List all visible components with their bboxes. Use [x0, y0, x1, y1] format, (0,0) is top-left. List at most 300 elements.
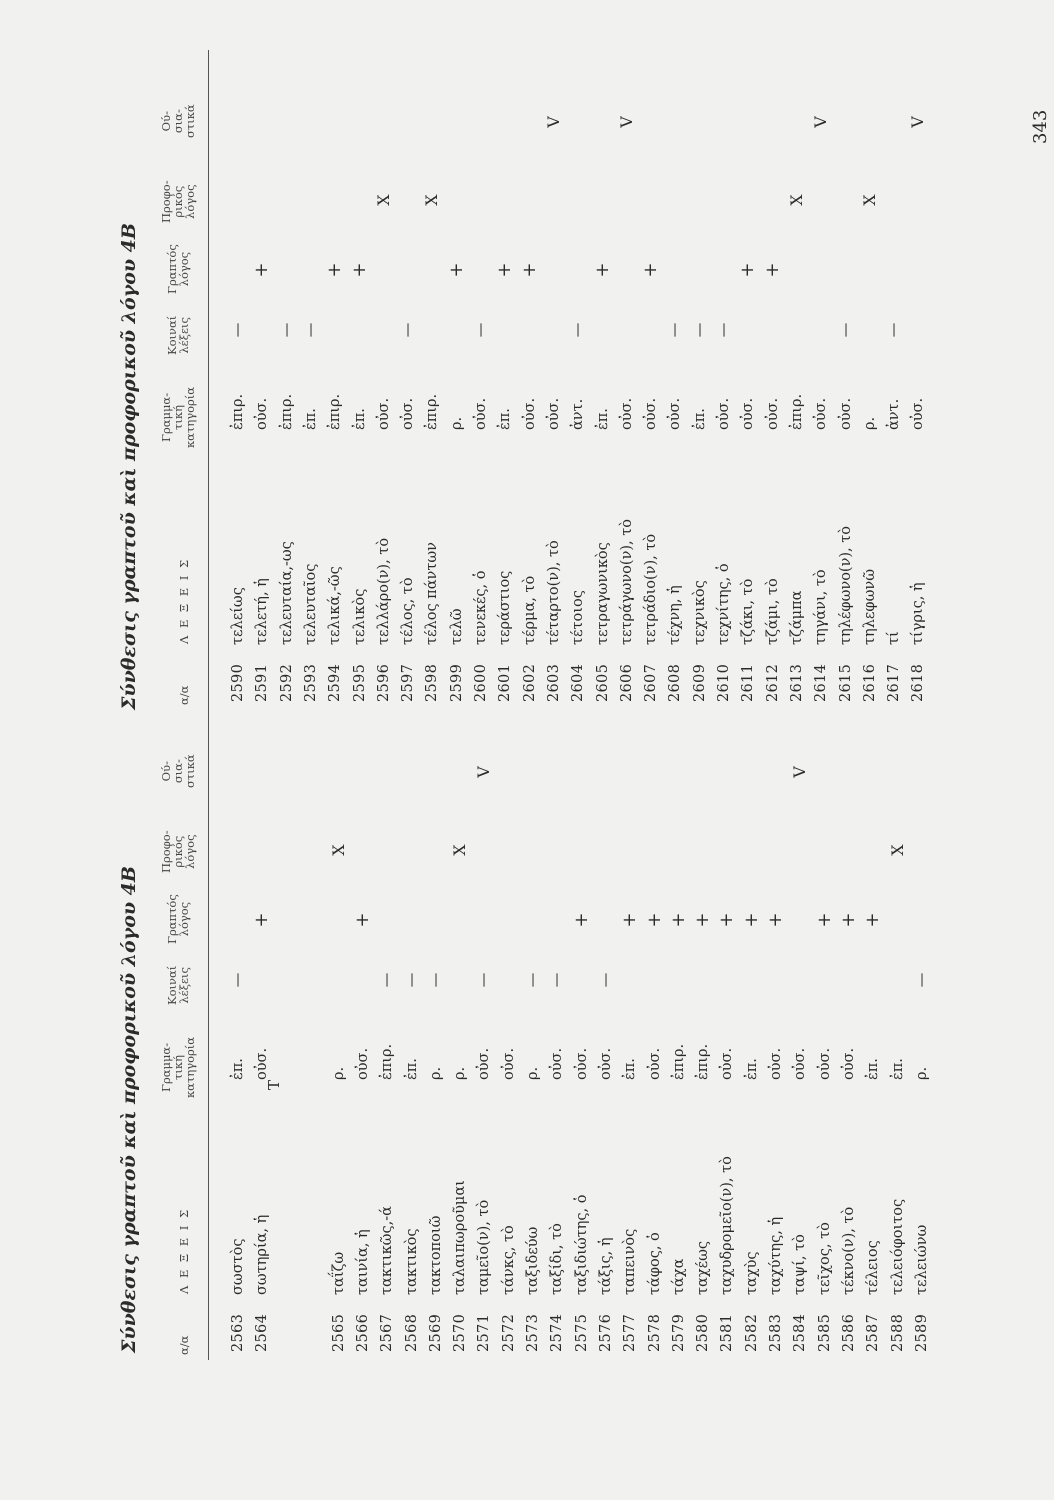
entry-category: οὐσ. [646, 1047, 663, 1080]
entry-word: τακτικῶς,-ά [379, 1206, 396, 1295]
entry-word: τεῖχος, τὸ [816, 1222, 833, 1295]
entry-word: τετραγωνικὸς [594, 542, 611, 645]
entry-number: 2591 [254, 663, 271, 702]
entry-category: οὐσ. [667, 397, 684, 430]
common-mark: — [837, 322, 854, 338]
entry-word: τάξις, ἡ [597, 1237, 614, 1295]
common-mark: — [230, 322, 246, 338]
entry-word: τηγάνι, τὸ [813, 569, 830, 645]
table-row [639, 10, 663, 710]
table-row [566, 10, 590, 710]
entry-category: οὐσ. [719, 1047, 736, 1080]
entry-category: οὐσ. [597, 1047, 614, 1080]
table-row [591, 10, 615, 710]
entry-number: 2597 [400, 663, 417, 702]
table-row [906, 10, 930, 710]
written-mark: + [643, 912, 665, 928]
entry-category: οὐσ. [813, 397, 830, 430]
written-mark: + [813, 912, 835, 928]
entry-word: ταψί, τὸ [792, 1234, 809, 1295]
entry-word: τελῶ [448, 608, 465, 645]
table-row [834, 10, 858, 710]
written-mark: + [667, 912, 689, 928]
entry-category: οὐσ. [837, 397, 854, 430]
right-table-section [0, 0, 1054, 710]
entry-word: τακτοποιῶ [427, 1215, 444, 1295]
entry-number: 2601 [497, 663, 514, 702]
written-mark: + [518, 262, 540, 278]
entry-number: 2610 [716, 663, 732, 702]
common-mark: — [667, 322, 684, 338]
table-row [472, 660, 496, 1360]
common-mark: — [403, 972, 420, 988]
entry-number: 2592 [278, 663, 295, 702]
essential-mark: V [543, 116, 563, 128]
entry-category: οὐσ. [400, 397, 417, 430]
entry-number: 2567 [379, 1313, 396, 1352]
entry-number: 2581 [719, 1313, 736, 1352]
common-mark: — [230, 972, 246, 988]
table-row [788, 660, 812, 1360]
written-mark: + [494, 262, 516, 278]
written-mark: + [716, 912, 738, 928]
table-row [858, 10, 882, 710]
header-rule [208, 50, 209, 710]
entry-word: τζάκι, τὸ [740, 578, 757, 645]
written-mark: + [570, 912, 592, 928]
entry-number: 2568 [403, 1313, 420, 1352]
table-row [226, 660, 250, 1360]
entry-number: 2599 [448, 663, 465, 702]
entry-category: ἐπιρ. [230, 393, 246, 430]
entry-category: οὐσ. [545, 397, 562, 430]
entry-number: 2611 [740, 663, 757, 702]
entry-number: 2576 [597, 1313, 614, 1352]
entry-word: ταχὺς [743, 1251, 760, 1295]
entry-number: 2593 [302, 663, 319, 702]
oral-mark: X [450, 844, 470, 856]
entry-category: ρ. [330, 1066, 347, 1080]
table-row [448, 660, 472, 1360]
entry-category: οὐσ. [254, 397, 271, 430]
entry-category: οὐσ. [549, 1047, 566, 1080]
entry-word: τέτοιος [570, 590, 587, 645]
entry-number: 2574 [549, 1313, 566, 1352]
entry-number: 2575 [573, 1313, 590, 1352]
entry-number: 2572 [500, 1313, 517, 1352]
header-num: α/α [177, 1335, 191, 1355]
table-row [275, 10, 299, 710]
header-written: Γραπτός λόγος [165, 244, 191, 294]
entry-category: ἀντ. [886, 398, 903, 430]
entry-number: 2615 [837, 663, 854, 702]
table-row [323, 10, 347, 710]
header-category: Γραμμα- τική κατηγορία [159, 1036, 197, 1098]
entry-number: 2588 [889, 1313, 906, 1352]
entry-number: 2577 [622, 1313, 639, 1352]
header-common: Κοιναί λέξεις [165, 315, 191, 355]
common-mark: — [302, 322, 319, 338]
entry-category: ἐπιρ. [278, 393, 295, 430]
entry-category: οὐσ. [254, 1047, 271, 1080]
entry-number: 2600 [473, 663, 489, 702]
entry-number: 2614 [813, 663, 830, 702]
table-row [250, 660, 274, 1360]
entry-number: 2612 [764, 663, 781, 702]
header-common: Κοιναί λέξεις [165, 965, 191, 1005]
entry-category: ρ. [525, 1066, 541, 1080]
entry-word: ταχύτης, ἡ [768, 1216, 784, 1295]
table-row [764, 660, 788, 1360]
entry-word: τελείως [230, 587, 246, 645]
table-row [424, 660, 448, 1360]
entry-word: τέχνη, ἡ [667, 585, 684, 645]
header-rule [208, 710, 209, 1360]
entry-number: 2609 [691, 663, 708, 702]
entry-word: τεχνικὸς [691, 580, 708, 645]
entry-category: ρ. [448, 416, 465, 430]
entry-number: 2606 [618, 663, 635, 702]
entry-number: 2569 [427, 1313, 444, 1352]
entry-category: ἐπ. [865, 1058, 882, 1080]
entry-category: οὐσ. [764, 397, 781, 430]
entry-word: τέκνο(ν), τὸ [840, 1206, 857, 1295]
entry-category: ἐπ. [622, 1058, 639, 1080]
entry-category: ἐπιρ. [670, 1043, 687, 1080]
entry-category: οὐσ. [768, 1047, 784, 1080]
table-row [542, 10, 566, 710]
written-mark: + [837, 912, 859, 928]
entry-category: οὐσ. [618, 397, 635, 430]
entry-word: τελευταῖος [302, 563, 319, 645]
common-mark: — [570, 322, 587, 338]
entry-word: ταπεινὸς [622, 1228, 639, 1295]
table-row [761, 10, 785, 710]
entry-number: 2570 [452, 1313, 469, 1352]
page-number: 343 [1030, 109, 1051, 144]
entry-word: σωστὸς [230, 1238, 246, 1295]
entry-category: ἐπ. [743, 1058, 760, 1080]
table-row [813, 660, 837, 1360]
entry-number: 2563 [230, 1313, 246, 1352]
entry-number: 2603 [545, 663, 562, 702]
entry-word: ταμεῖο(ν), τὸ [476, 1199, 493, 1295]
entry-word: τέλος πάντων [424, 542, 441, 645]
entry-number: 2617 [886, 663, 903, 702]
entry-word: τάνκς, τὸ [500, 1225, 517, 1295]
common-mark: — [691, 322, 708, 338]
entry-number: 2585 [816, 1313, 833, 1352]
common-mark: — [913, 972, 930, 988]
written-mark: + [251, 262, 273, 278]
entry-number: 2583 [768, 1313, 784, 1352]
entry-number: 2605 [594, 663, 611, 702]
entry-number: 2580 [695, 1313, 712, 1352]
entry-category: οὐσ. [473, 397, 489, 430]
entry-number: 2598 [424, 663, 441, 702]
table-row [715, 660, 739, 1360]
entry-word: ταχυδρομεῖο(ν), τὸ [719, 1156, 736, 1295]
entry-number: 2602 [521, 663, 538, 702]
written-mark: + [445, 262, 467, 278]
written-mark: + [640, 262, 662, 278]
table-row [351, 660, 375, 1360]
entry-category: ρ. [861, 416, 878, 430]
table-row [521, 660, 545, 1360]
entry-number: 2613 [788, 663, 805, 702]
essential-mark: V [790, 766, 810, 778]
entry-category: ἐπ. [302, 408, 319, 430]
table-row [618, 660, 642, 1360]
entry-category: ἐπ. [403, 1058, 420, 1080]
entry-number: 2596 [375, 663, 392, 702]
entry-word: ταχέως [695, 1240, 712, 1295]
entry-word: τέλος, τὸ [400, 577, 417, 645]
entry-category: ἐπιρ. [424, 393, 441, 430]
oral-mark: X [328, 844, 348, 856]
table-row [469, 10, 493, 710]
entry-number: 2607 [643, 663, 660, 702]
written-mark: + [761, 262, 783, 278]
common-mark: — [400, 322, 417, 338]
entry-category: ἐπ. [691, 408, 708, 430]
written-mark: + [591, 262, 613, 278]
table-row [667, 660, 691, 1360]
entry-category: οὐσ. [792, 1047, 809, 1080]
written-mark: + [765, 912, 786, 928]
table-row [400, 660, 424, 1360]
entry-number: 2584 [792, 1313, 809, 1352]
entry-word: τελετή, ἡ [254, 578, 271, 645]
entry-category: ἐπ. [230, 1058, 246, 1080]
written-mark: + [619, 912, 641, 928]
table-row [688, 10, 712, 710]
entry-number: 2564 [254, 1313, 271, 1352]
essential-mark: V [474, 766, 494, 778]
entry-category: οὐσ. [740, 397, 757, 430]
entry-category: ρ. [427, 1066, 444, 1080]
header-oral: Προφο- ρικός λόγος [159, 830, 197, 873]
entry-category: οὐσ. [840, 1047, 857, 1080]
table-row [740, 660, 764, 1360]
table-row [545, 660, 569, 1360]
written-mark: + [351, 912, 373, 928]
section-title: Σύνθεσις γραπτοῦ καὶ προφορικοῦ λόγου 4Β [118, 223, 140, 710]
entry-word: τηλέφωνο(ν), τὸ [837, 525, 854, 645]
oral-mark: X [373, 194, 393, 206]
entry-word: τζάμι, τὸ [764, 578, 781, 645]
table-row [327, 660, 351, 1360]
header-word: Λ Ε Ξ Ε Ι Σ [177, 557, 191, 644]
entry-number: 2590 [230, 663, 246, 702]
entry-category: οὐσ. [521, 397, 538, 430]
written-mark: + [740, 912, 762, 928]
common-mark: — [278, 322, 295, 338]
essential-mark: V [811, 116, 831, 128]
entry-number: 2586 [840, 1313, 857, 1352]
entry-word: τί [886, 631, 903, 645]
entry-word: τακτικὸς [403, 1228, 420, 1295]
entry-word: ταξιδεύω [525, 1226, 541, 1295]
table-row [570, 660, 594, 1360]
table-row [691, 660, 715, 1360]
entry-number: 2587 [865, 1313, 882, 1352]
entry-word: ταξιδιώτης, ὁ [573, 1194, 590, 1295]
table-row [886, 660, 910, 1360]
table-row [493, 10, 517, 710]
oral-mark: X [422, 194, 442, 206]
entry-number: 2578 [646, 1313, 663, 1352]
entry-category: ἐπιρ. [327, 393, 344, 430]
table-row [445, 10, 469, 710]
entry-word: τελικὸς [351, 588, 368, 645]
entry-word: τενεκές, ὁ [473, 570, 489, 645]
entry-category: ρ. [452, 1066, 469, 1080]
entry-word: ταΐζω [330, 1251, 347, 1295]
entry-word: τέταρτο(ν), τὸ [545, 540, 562, 645]
header-written: Γραπτός λόγος [165, 894, 191, 944]
entry-word: τίγρις, ἡ [910, 582, 927, 645]
table-row [497, 660, 521, 1360]
common-mark: — [473, 322, 489, 338]
written-mark: + [251, 912, 273, 928]
written-mark: + [324, 262, 346, 278]
entry-category: οὐσ. [573, 1047, 590, 1080]
table-row [594, 660, 618, 1360]
table-row [736, 10, 760, 710]
entry-category: οὐσ. [910, 397, 927, 430]
entry-category: ἐπιρ. [695, 1043, 712, 1080]
entry-category: ἐπιρ. [379, 1043, 396, 1080]
section-letter: Τ [265, 1079, 283, 1090]
entry-category: οὐσ. [500, 1047, 517, 1080]
entry-word: τάχα [670, 1258, 687, 1295]
table-row [250, 10, 274, 710]
entry-word: τελευταία,-ως [278, 541, 295, 645]
header-oral: Προφο- ρικός λόγος [159, 180, 197, 223]
entry-category: ἐπ. [889, 1058, 906, 1080]
table-row [837, 660, 861, 1360]
header-essential: Ού- σια- στικά [159, 754, 197, 788]
table-row [643, 660, 667, 1360]
essential-mark: V [908, 116, 928, 128]
table-row [375, 660, 399, 1360]
entry-word: τελειώνω [913, 1224, 930, 1295]
entry-category: οὐσ. [354, 1047, 371, 1080]
table-row [348, 10, 372, 710]
entry-number: 2579 [670, 1313, 687, 1352]
common-mark: — [716, 322, 732, 338]
entry-category: οὐσ. [716, 397, 732, 430]
entry-number: 2594 [327, 663, 344, 702]
entry-category: οὐσ. [375, 397, 392, 430]
oral-mark: X [786, 194, 806, 206]
entry-category: ἐπ. [497, 408, 514, 430]
table-row [910, 660, 934, 1360]
entry-word: τελικά,-ῶς [327, 566, 344, 645]
entry-number: 2573 [525, 1313, 541, 1352]
entry-word: τετράγωνο(ν), τὸ [618, 518, 635, 645]
entry-word: ταξίδι, τὸ [549, 1223, 566, 1295]
header-category: Γραμμα- τική κατηγορία [159, 386, 197, 448]
entry-word: ταινία, ἡ [354, 1229, 371, 1295]
entry-number: 2582 [743, 1313, 760, 1352]
written-mark: + [862, 912, 884, 928]
written-mark: + [737, 262, 759, 278]
entry-word: τζάμπα [788, 590, 805, 645]
essential-mark: V [616, 116, 636, 128]
common-mark: — [525, 972, 541, 988]
table-row [861, 660, 885, 1360]
table-row [615, 10, 639, 710]
header-num: α/α [177, 685, 191, 705]
table-row [882, 10, 906, 710]
entry-category: ἐπ. [351, 408, 368, 430]
entry-word: τηλεφωνῶ [861, 568, 878, 645]
entry-category: οὐσ. [816, 1047, 833, 1080]
entry-word: τέρμα, τὸ [521, 575, 538, 645]
table-row [226, 10, 250, 710]
section-title: Σύνθεσις γραπτοῦ καὶ προφορικοῦ λόγου 4Β [118, 866, 140, 1353]
left-table-section [0, 660, 1054, 1360]
entry-word: τάφος, ὁ [646, 1232, 663, 1295]
entry-number: 2565 [330, 1313, 347, 1352]
entry-word: ταλαιπωροῦμαι [452, 1180, 469, 1295]
common-mark: — [886, 322, 903, 338]
table-row [396, 10, 420, 710]
written-mark: + [348, 262, 370, 278]
entry-number: 2604 [570, 663, 587, 702]
entry-category: ἐπ. [594, 408, 611, 430]
entry-word: τεράστιος [497, 570, 514, 645]
entry-word: τελειόφοιτος [889, 1198, 906, 1295]
common-mark: — [597, 972, 614, 988]
entry-word: σωτηρία, ἡ [254, 1214, 271, 1295]
entry-category: ἐπιρ. [788, 393, 805, 430]
common-mark: — [379, 972, 396, 988]
table-row [420, 10, 444, 710]
entry-category: ρ. [913, 1066, 930, 1080]
entry-word: τεχνίτης, ὁ [716, 563, 732, 645]
entry-number: 2618 [910, 663, 927, 702]
oral-mark: X [887, 844, 907, 856]
table-row [299, 10, 323, 710]
oral-mark: X [859, 194, 879, 206]
entry-category: ἀντ. [570, 398, 587, 430]
entry-word: τελλάρο(ν), τὸ [375, 537, 392, 645]
entry-number: 2571 [476, 1313, 493, 1352]
table-row [518, 10, 542, 710]
entry-number: 2608 [667, 663, 684, 702]
written-mark: + [692, 912, 714, 928]
table-row [663, 10, 687, 710]
entry-number: 2595 [351, 663, 368, 702]
table-row [372, 10, 396, 710]
common-mark: — [549, 972, 566, 988]
table-row [712, 10, 736, 710]
header-essential: Ού- σια- στικά [159, 104, 197, 138]
entry-word: τέλειος [865, 1240, 882, 1295]
entry-number: 2566 [354, 1313, 371, 1352]
entry-category: οὐσ. [643, 397, 660, 430]
entry-number: 2589 [913, 1313, 930, 1352]
common-mark: — [476, 972, 493, 988]
entry-number: 2616 [861, 663, 878, 702]
table-row [785, 10, 809, 710]
entry-word: τετράδιο(ν), τὸ [643, 533, 660, 645]
entry-category: οὐσ. [476, 1047, 493, 1080]
header-word: Λ Ε Ξ Ε Ι Σ [177, 1207, 191, 1294]
